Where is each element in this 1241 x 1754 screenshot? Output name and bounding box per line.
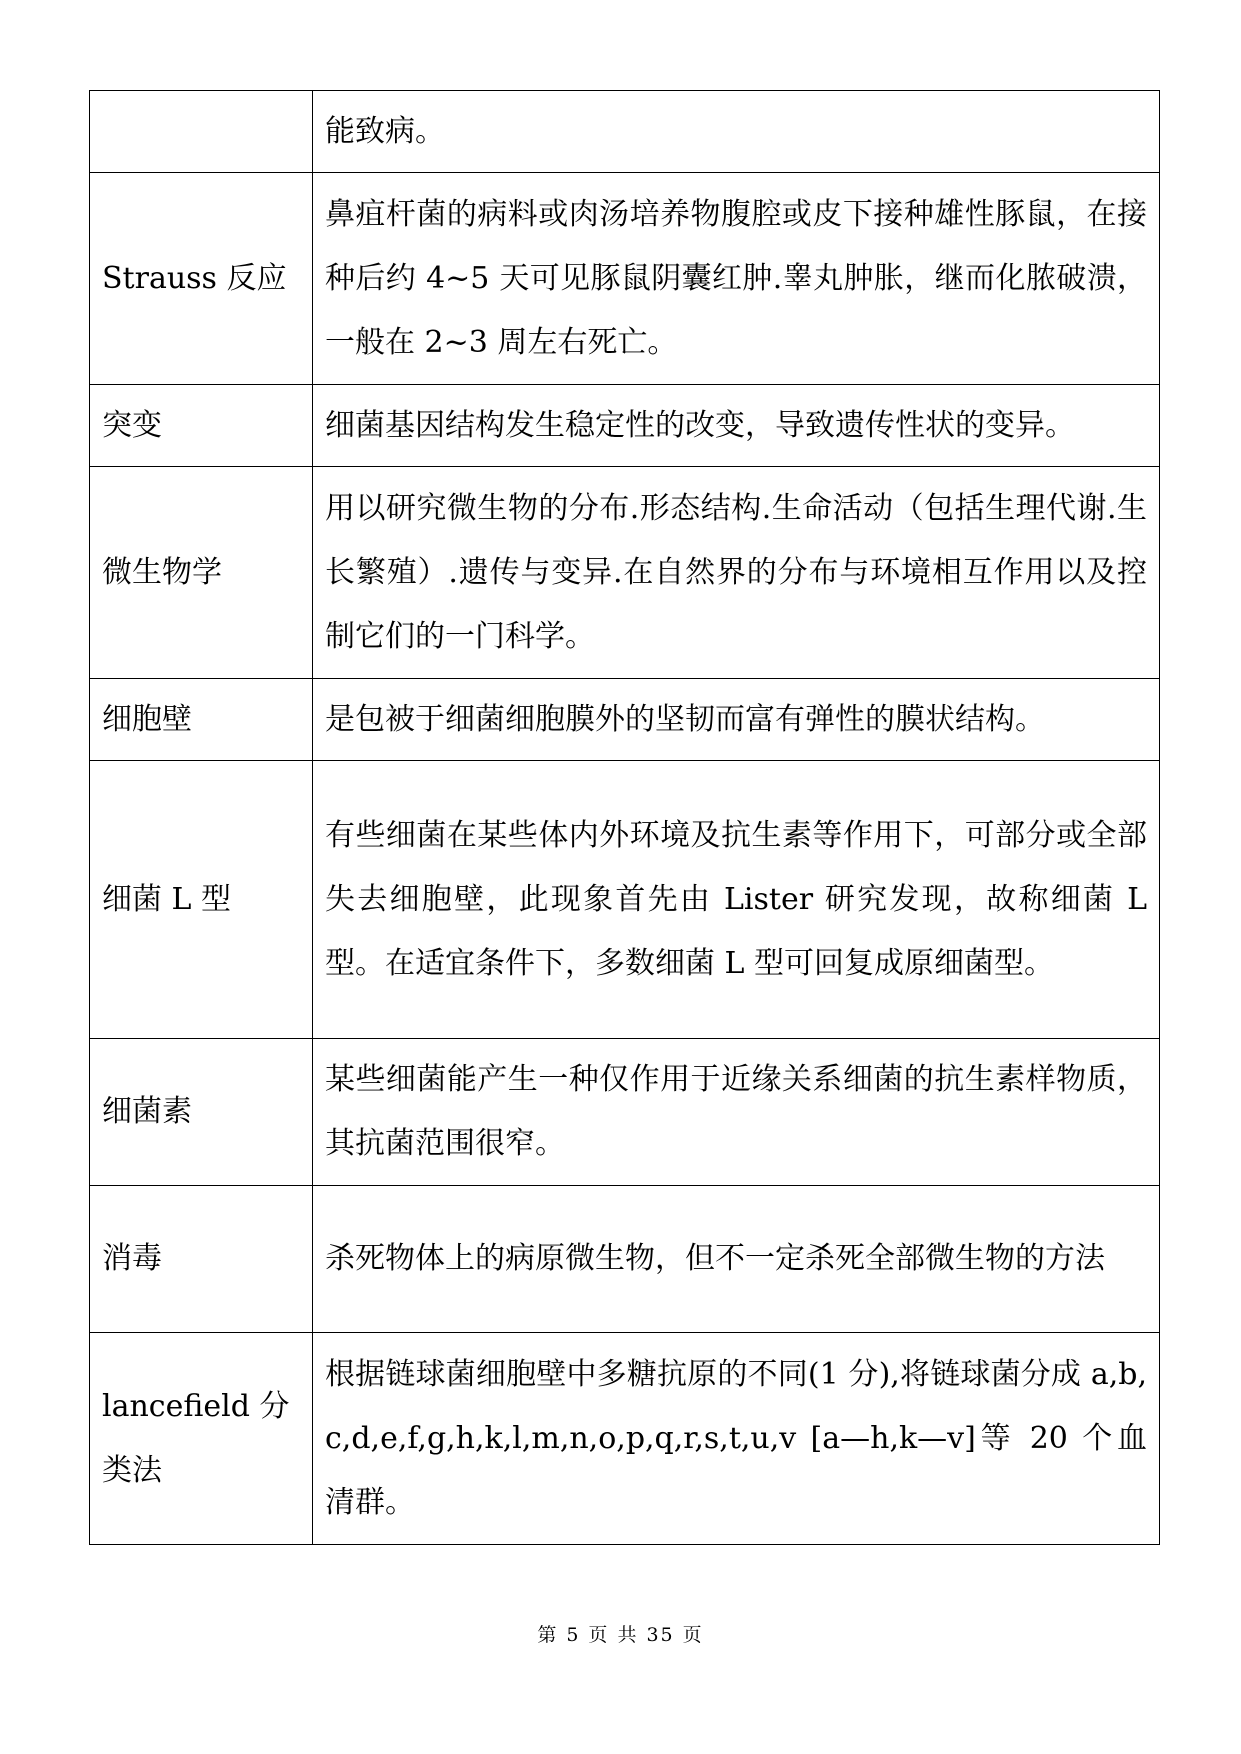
- table-row: [90, 1186, 1160, 1333]
- definition-cell: 有些细菌在某些体内外环境及抗生素等作用下，可部分或全部失去细胞壁，此现象首先由 Lister 研究发现，故称细菌 L 型。在适宜条件下，多数细菌 L 型可回复成原细菌型。: [313, 761, 1160, 1039]
- table-row: [90, 385, 1160, 467]
- definition-cell: 某些细菌能产生一种仅作用于近缘关系细菌的抗生素样物质，其抗菌范围很窄。: [313, 1039, 1160, 1186]
- footer-page-number: 5: [566, 1624, 581, 1646]
- definition-cell: 根据链球菌细胞壁中多糖抗原的不同(1 分),将链球菌分成 a,b,c,d,e,f,g,h,k,l,m,n,o,p,q,r,s,t,u,v [a—h,k—v]等 20 个血清群。: [313, 1333, 1160, 1545]
- page-footer: [0, 1620, 1241, 1647]
- table-row: [90, 1039, 1160, 1186]
- footer-mid: 页 共: [588, 1624, 639, 1646]
- definition-cell: 细菌基因结构发生稳定性的改变，导致遗传性状的变异。: [313, 385, 1160, 467]
- term-cell: 突变: [90, 385, 313, 467]
- term-cell: Strauss 反应: [90, 173, 313, 385]
- term-cell: 细菌 L 型: [90, 761, 313, 1039]
- term-cell: 细菌素: [90, 1039, 313, 1186]
- definition-cell: 杀死物体上的病原微生物，但不一定杀死全部微生物的方法: [313, 1186, 1160, 1333]
- definition-cell: 鼻疽杆菌的病料或肉汤培养物腹腔或皮下接种雄性豚鼠，在接种后约 4~5 天可见豚鼠阴囊红肿.睾丸肿胀，继而化脓破溃，一般在 2~3 周左右死亡。: [313, 173, 1160, 385]
- footer-total-pages: 35: [646, 1624, 675, 1646]
- footer-prefix: 第: [537, 1624, 559, 1646]
- term-cell: 微生物学: [90, 467, 313, 679]
- table-row: [90, 91, 1160, 173]
- term-cell: 细胞壁: [90, 679, 313, 761]
- table-row: [90, 1333, 1160, 1545]
- table-row: [90, 467, 1160, 679]
- table-row: [90, 679, 1160, 761]
- definition-cell: 是包被于细菌细胞膜外的坚韧而富有弹性的膜状结构。: [313, 679, 1160, 761]
- definitions-table: [89, 90, 1160, 1545]
- table-row: [90, 173, 1160, 385]
- table-row: [90, 761, 1160, 1039]
- term-cell: lancefield 分类法: [90, 1333, 313, 1545]
- footer-suffix: 页: [682, 1624, 704, 1646]
- definition-cell: 用以研究微生物的分布.形态结构.生命活动（包括生理代谢.生长繁殖）.遗传与变异.在自然界的分布与环境相互作用以及控制它们的一门科学。: [313, 467, 1160, 679]
- definition-cell: 能致病。: [313, 91, 1160, 173]
- term-cell: [90, 91, 313, 173]
- term-cell: 消毒: [90, 1186, 313, 1333]
